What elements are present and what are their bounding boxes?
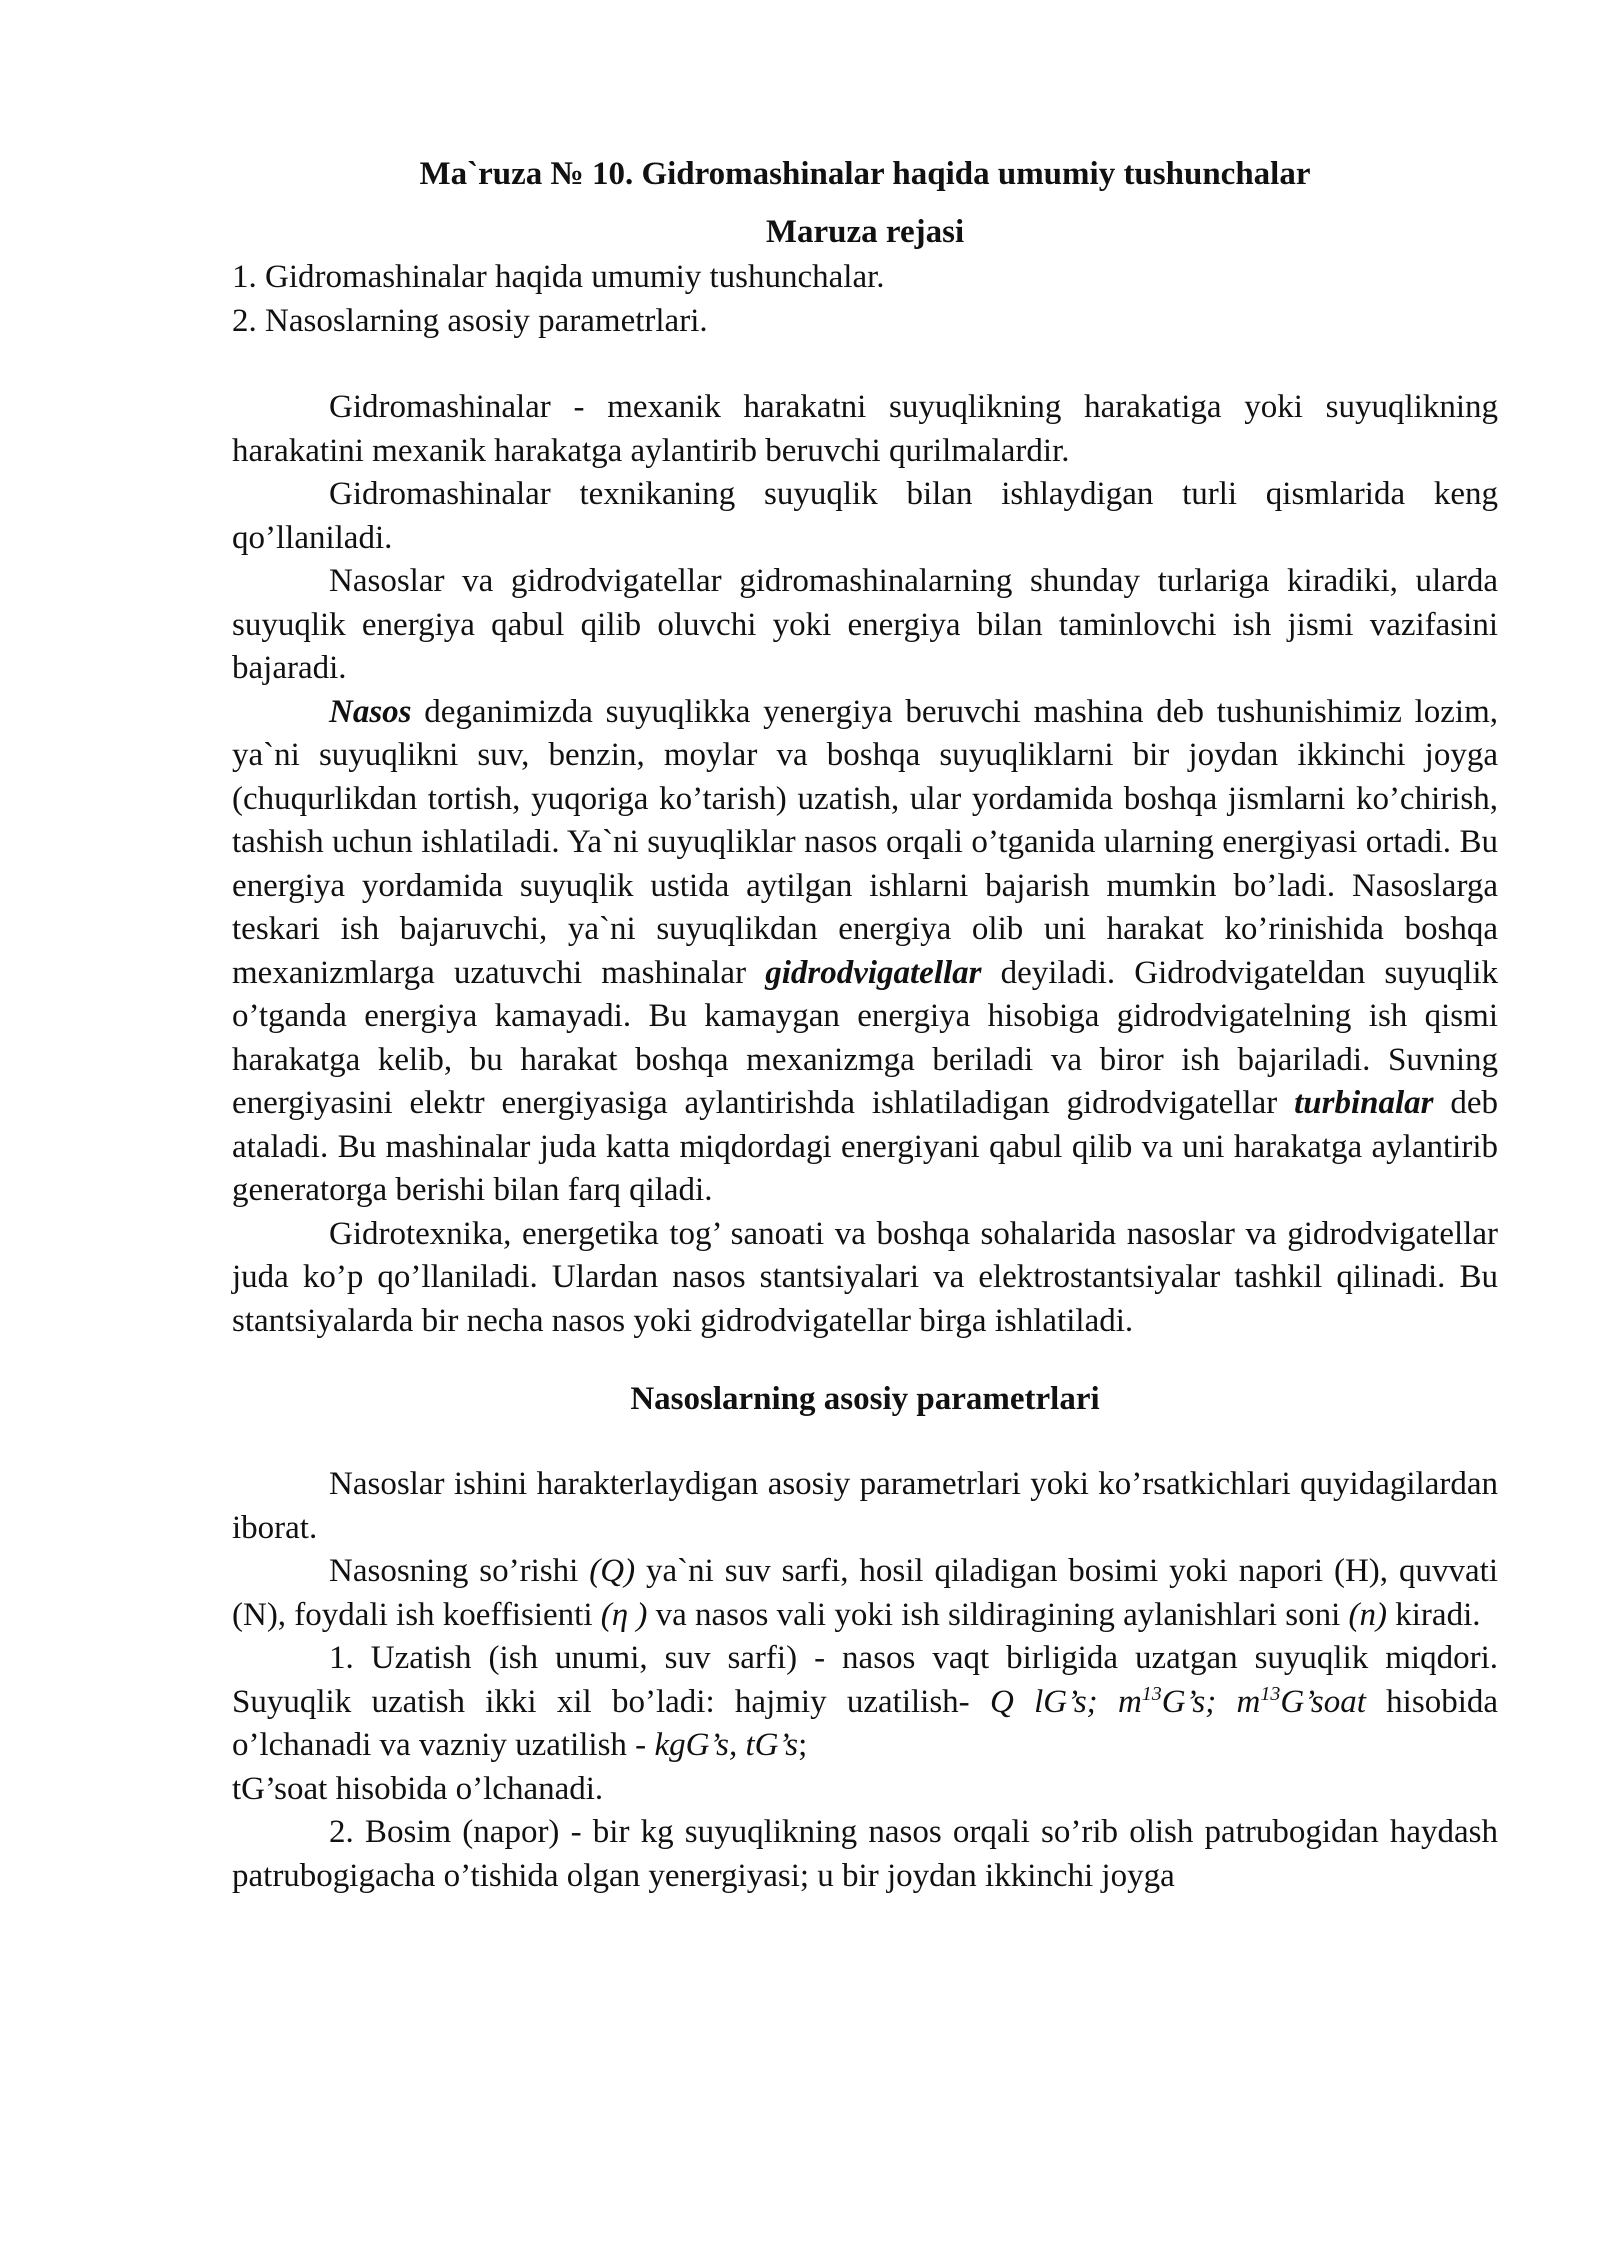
paragraph-text: ;: [798, 1727, 808, 1763]
paragraph: Gidromashinalar - mexanik harakatni suyuqlikning harakatiga yoki suyuqlikning harakatini mexanik harakatga aylantirib beruvchi qurilmalardir.: [232, 389, 1498, 469]
term-turbinalar: turbinalar: [1294, 1085, 1434, 1121]
paragraph-uzatish: [232, 1637, 1498, 1811]
paragraph-text: deyiladi. Gidrodvigateldan suyuqlik o’tganda energiya kamayadi. Bu kamaygan energiya hisobiga gidrodvigatelning ish qismi harakatga kelib, bu harakat boshqa mexanizmga beriladi va biror ish bajariladi. Suvning energiyasini elektr energiyasiga aylantirishda ishlatiladigan gidrodvigatellar: [232, 954, 1498, 1121]
unit-text: G’soat: [1280, 1683, 1366, 1720]
paragraph-nasos-definition: [232, 691, 1498, 1213]
document-page: [232, 150, 1498, 1898]
superscript: 13: [1141, 1682, 1162, 1705]
symbol-eta: (η ): [600, 1596, 648, 1633]
paragraph-text: deb ataladi. Bu mashinalar juda katta miqdordagi energiyani qabul qilib va uni harakatga aylantirib generatorga berishi bilan farq qiladi.: [232, 1085, 1498, 1208]
paragraph: 2. Bosim (napor) - bir kg suyuqlikning nasos orqali so’rib olish patrubogidan haydash patrubogigacha o’tishida olgan yenergiyasi; u bir joydan ikkinchi joyga: [232, 1814, 1498, 1894]
paragraph-text: 1. Uzatish (ish unumi, suv sarfi) - nasos vaqt birligida uzatgan suyuqlik miqdori. Suyuqlik uzatish ikki xil bo’ladi: hajmiy uzatilish-: [232, 1640, 1498, 1720]
term-nasos: Nasos: [329, 693, 412, 730]
lecture-title: Ma`ruza № 10. Gidromashinalar haqida umumiy tushunchalar: [419, 156, 1311, 192]
spacer: [232, 343, 1498, 386]
paragraph-text: ya`ni suv sarfi, hosil qiladigan bosimi yoki napori (H), quvvati (N), foydali ish koeffisienti: [232, 1553, 1498, 1633]
paragraph-line: tG’soat hisobida o’lchanadi.: [232, 1770, 604, 1807]
paragraph: Gidromashinalar texnikaning suyuqlik bilan ishlaydigan turli qismlarida keng qo’llaniladi.: [232, 476, 1498, 556]
superscript: 13: [1260, 1682, 1281, 1705]
paragraph-text: va nasos vali yoki ish sildiragining aylanishlari soni: [647, 1596, 1349, 1633]
plan-list: [232, 256, 1498, 343]
section-heading: Nasoslarning asosiy parametrlari: [630, 1381, 1100, 1417]
unit-text: kgG’s, tG’s: [654, 1727, 799, 1763]
paragraph-text: kiradi.: [1387, 1596, 1481, 1633]
term-gidrodvigatellar: gidrodvigatellar: [765, 954, 982, 991]
paragraph-text: hisobida o’lchanadi va vazniy uzatilish -: [232, 1683, 1499, 1763]
paragraph: Nasoslar va gidrodvigatellar gidromashinalarning shunday turlariga kiradiki, ularda suyuqlik energiya qabul qilib oluvchi yoki energiya bilan taminlovchi ish jismi vazifasini bajaradi.: [232, 563, 1498, 686]
plan-item: 2. Nasoslarning asosiy parametrlari.: [232, 302, 708, 339]
paragraph: Nasoslar ishini harakterlaydigan asosiy parametrlari yoki ko’rsatkichlari quyidagilardan iborat.: [232, 1466, 1498, 1546]
symbol-q: (Q): [589, 1553, 636, 1589]
paragraph: Gidrotexnika, energetika tog’ sanoati va boshqa sohalarida nasoslar va gidrodvigatellar juda ko’p qo’llaniladi. Ulardan nasos stantsiyalari va elektrostantsiyalar tashkil qilinadi. Bu stantsiyalarda bir necha nasos yoki gidrodvigatellar birga ishlatiladi.: [232, 1215, 1498, 1339]
unit-text: G’s; m: [1161, 1683, 1261, 1720]
paragraph-text: Nasosning so’rishi: [329, 1553, 590, 1589]
symbol-n: (n): [1348, 1596, 1388, 1633]
paragraph-text: deganimizda suyuqlikka yenergiya beruvchi mashina deb tushunishimiz lozim, ya`ni suyuqlikni suv, benzin, moylar va boshqa suyuqliklarni bir joydan ikkinchi joyga (chuqurlikdan tortish, yuqoriga ko’tarish) uzatish, ular yordamida boshqa jismlarni ko’chirish, tashish uchun ishlatiladi. Ya`ni suyuqliklar nasos orqali o’tganida ularning energiyasi ortadi. Bu energiya yordamida suyuqlik ustida aytilgan ishlarni bajarish mumkin bo’ladi. Nasoslarga teskari ish bajaruvchi, ya`ni suyuqlikdan energiya olib uni harakat ko’rinishida boshqa mexanizmlarga uzatuvchi mashinalar: [232, 693, 1498, 991]
plan-heading: Maruza rejasi: [765, 214, 965, 250]
unit-text: Q lG’s; m: [989, 1683, 1142, 1720]
plan-item: 1. Gidromashinalar haqida umumiy tushunchalar.: [232, 259, 885, 295]
paragraph-parameters: [232, 1550, 1498, 1637]
